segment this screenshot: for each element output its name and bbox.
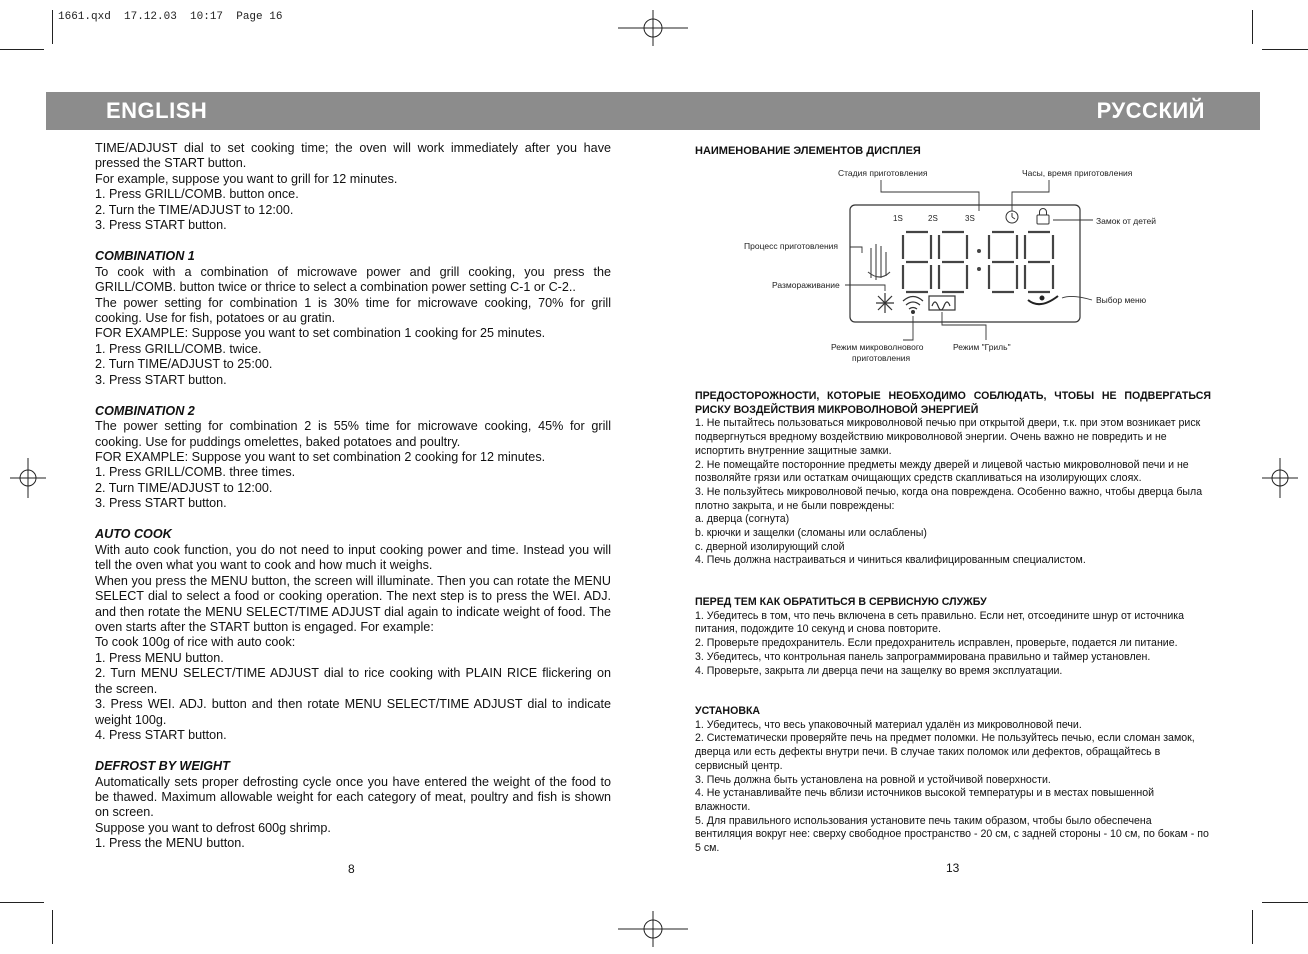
label-microwave: Режим микроволнового [831,342,924,352]
paragraph: The power setting for combination 1 is 30% time for microwave cooking, 70% for grill cooking. Use for fish, potatoes or au gratin. [95,295,611,325]
registration-mark-bottom [618,911,688,947]
list-item: 1. Press MENU button. [95,650,224,665]
grill-icon [929,296,955,310]
list-item: 1. Press GRILL/COMB. twice. [95,341,262,356]
list-item: 2. Turn the TIME/ADJUST to 12:00. [95,202,294,217]
paragraph: For example, suppose you want to grill for 12 minutes. [95,171,398,186]
list-item: 4. Проверьте, закрыта ли дверца печи на защелку во время эксплуатации. [695,664,1063,677]
section-heading: ПЕРЕД ТЕМ КАК ОБРАТИТЬСЯ В СЕРВИСНУЮ СЛУЖБУ [695,596,987,608]
paragraph: The power setting for combination 2 is 55% time for microwave cooking, 45% for grill cooking. Use for puddings omelettes, baked potatoes and poultry. [95,419,611,449]
page-number-left: 8 [348,862,355,876]
digit-display [903,232,1053,292]
section-heading: AUTO COOK [95,527,172,542]
label-process: Процесс приготовления [744,241,839,251]
list-item: a. дверца (согнута) [695,513,790,526]
list-item: 4. Печь должна настраиваться и чиниться квалифицированным специалистом. [695,554,1086,567]
list-item: 3. Press START button. [95,218,227,233]
paragraph: TIME/ADJUST dial to set cooking time; the oven will work immediately after you have pressed the START button. [95,141,611,171]
list-item: 2. Не помещайте посторонние предметы между дверей и лицевой частью микроволновой печи и не позволяйте грязи или остаткам очищающих средств скапливаться на изолирующих слоях. [695,458,1189,485]
label-stage: Стадия приготовления [838,168,928,178]
list-item: 4. Не устанавливайте печь вблизи источников высокой температуры и в местах повышенной влажности. [695,787,1155,813]
list-item: 1. Не пытайтесь пользоваться микроволновой печью при открытой двери, т.к. при этом возникает риск подвергнуться вредному воздействию микроволновой энергии. Очень важно не повредить и не испортить внутренние защитные замки. [695,417,1201,457]
list-item: 4. Press START button. [95,728,227,743]
russian-heading: РУССКИЙ [1096,98,1205,123]
list-item: c. дверной изолирующий слой [695,540,845,553]
language-header-band [46,92,1260,130]
label-menu: Выбор меню [1096,295,1147,305]
english-heading: ENGLISH [106,98,208,123]
list-item: 1. Убедитесь, что весь упаковочный материал удалён из микроволновой печи. [695,718,1082,731]
service-section [695,596,1212,678]
colon-dot [977,267,981,271]
list-item: 2. Turn TIME/ADJUST to 12:00. [95,480,273,495]
installation-section [695,705,1212,856]
paragraph: Suppose you want to defrost 600g shrimp. [95,820,331,835]
section-heading: DEFROST BY WEIGHT [95,759,230,774]
list-item: 3. Press WEI. ADJ. button and then rotate MENU SELECT/TIME ADJUST dial to indicate weight 100g. [95,697,611,727]
list-item: 3. Печь должна быть установлена на ровной и устойчивой поверхности. [695,773,1051,786]
label-microwave-2: приготовления [852,353,911,363]
snowflake-icon [876,293,894,313]
list-item: 1. Press GRILL/COMB. three times. [95,465,296,480]
colon-dot [977,249,981,253]
label-grill: Режим "Гриль" [953,342,1011,352]
list-item: 1. Press the MENU button. [95,836,245,851]
display-elements-title: НАИМЕНОВАНИЕ ЭЛЕМЕНТОВ ДИСПЛЕЯ [695,145,921,157]
list-item: b. крючки и защелки (сломаны или ослаблены) [695,527,927,540]
paragraph: Automatically sets proper defrosting cycle once you have entered the weight of the food to be thawed. Maximum allowable weight for each category of meat, poultry and fish is shown on screen. [95,774,611,820]
print-slug: 1661.qxd 17.12.03 10:17 Page 16 [58,11,283,23]
paragraph: To cook with a combination of microwave power and grill cooking, you press the GRILL/COMB. button twice or thrice to select a combination power setting C-1 or C-2.. [95,264,611,295]
stage-label: 3S [965,214,975,223]
label-defrost: Размораживание [772,280,840,290]
stage-label: 2S [928,214,938,223]
paragraph: To cook 100g of rice with auto cook: [95,635,296,650]
paragraph: With auto cook function, you do not need to input cooking power and time. Instead you will tell the oven what you want to cook and how much it weighs. [95,542,611,573]
english-column [95,141,611,852]
menu-select-icon [1028,296,1058,304]
display-diagram [735,160,1175,370]
list-item: 3. Не пользуйтесь микроволновой печью, когда она повреждена. Особенно важно, чтобы дверца была плотно закрыта, и не были повреждены: [695,485,1203,512]
registration-mark-left [10,458,46,498]
list-item: 2. Систематически проверяйте печь на предмет поломки. Не пользуйтесь печью, если сломан замок, дверца или есть дефекты внутри печи. В случае таких поломок или дефектов, обращайтесь в сервисный центр. [695,732,1195,772]
list-item: 3. Press START button. [95,372,227,387]
section-heading: ПРЕДОСТОРОЖНОСТИ, КОТОРЫЕ НЕОБХОДИМО СОБЛЮДАТЬ, ЧТОБЫ НЕ ПОДВЕРГАТЬСЯ РИСКУ ВОЗДЕЙСТВИЯ МИКРОВОЛНОВОЙ ЭНЕРГИЕЙ [695,390,1211,416]
paragraph: When you press the MENU button, the screen will illuminate. Then you can rotate the MENU SELECT dial to select a food or cooking operation. The next step is to press the WEI. ADJ. and then rotate the MENU SELECT/TIME ADJUST dial again to indicate weight of food. The oven starts after the START button is engaged. For example: [95,573,611,634]
list-item: 2. Turn TIME/ADJUST to 25:00. [95,357,273,372]
list-item: 3. Press START button. [95,496,227,511]
paragraph: FOR EXAMPLE: Suppose you want to set combination 2 cooking for 12 minutes. [95,450,546,465]
list-item: 1. Press GRILL/COMB. button once. [95,187,299,202]
page-number-right: 13 [946,861,960,875]
lock-icon [1037,209,1049,225]
list-item: 1. Убедитесь в том, что печь включена в сеть правильно. Если нет, отсоедините шнур от источника питания, подождите 10 секунд и снова повторите. [695,609,1185,636]
leader-lines [845,180,1093,340]
registration-mark-top [618,10,688,46]
paragraph: FOR EXAMPLE: Suppose you want to set combination 1 cooking for 25 minutes. [95,326,546,341]
precautions-section [695,390,1211,568]
clock-icon [1006,211,1018,223]
label-child-lock: Замок от детей [1096,216,1156,226]
cooking-process-icon [868,244,890,280]
list-item: 5. Для правильного использования установите печь таким образом, чтобы было обеспечена вентиляция вокруг нее: сверху свободное пространство - 20 см, с задней стороны - 10 см, по бокам - по 5 см. [695,814,1209,855]
label-clock: Часы, время приготовления [1022,168,1133,178]
list-item: 2. Проверьте предохранитель. Если предохранитель исправлен, проверьте, подается ли питание. [695,637,1178,650]
microwave-icon [903,297,923,314]
section-heading: УСТАНОВКА [695,705,761,717]
list-item: 2. Turn MENU SELECT/TIME ADJUST dial to rice cooking with PLAIN RICE flickering on the screen. [95,666,611,696]
section-heading: COMBINATION 2 [95,403,195,418]
stage-label: 1S [893,214,903,223]
section-heading: COMBINATION 1 [95,249,195,264]
registration-mark-right [1262,458,1298,498]
list-item: 3. Убедитесь, что контрольная панель запрограммирована правильно и таймер установлен. [695,650,1151,663]
